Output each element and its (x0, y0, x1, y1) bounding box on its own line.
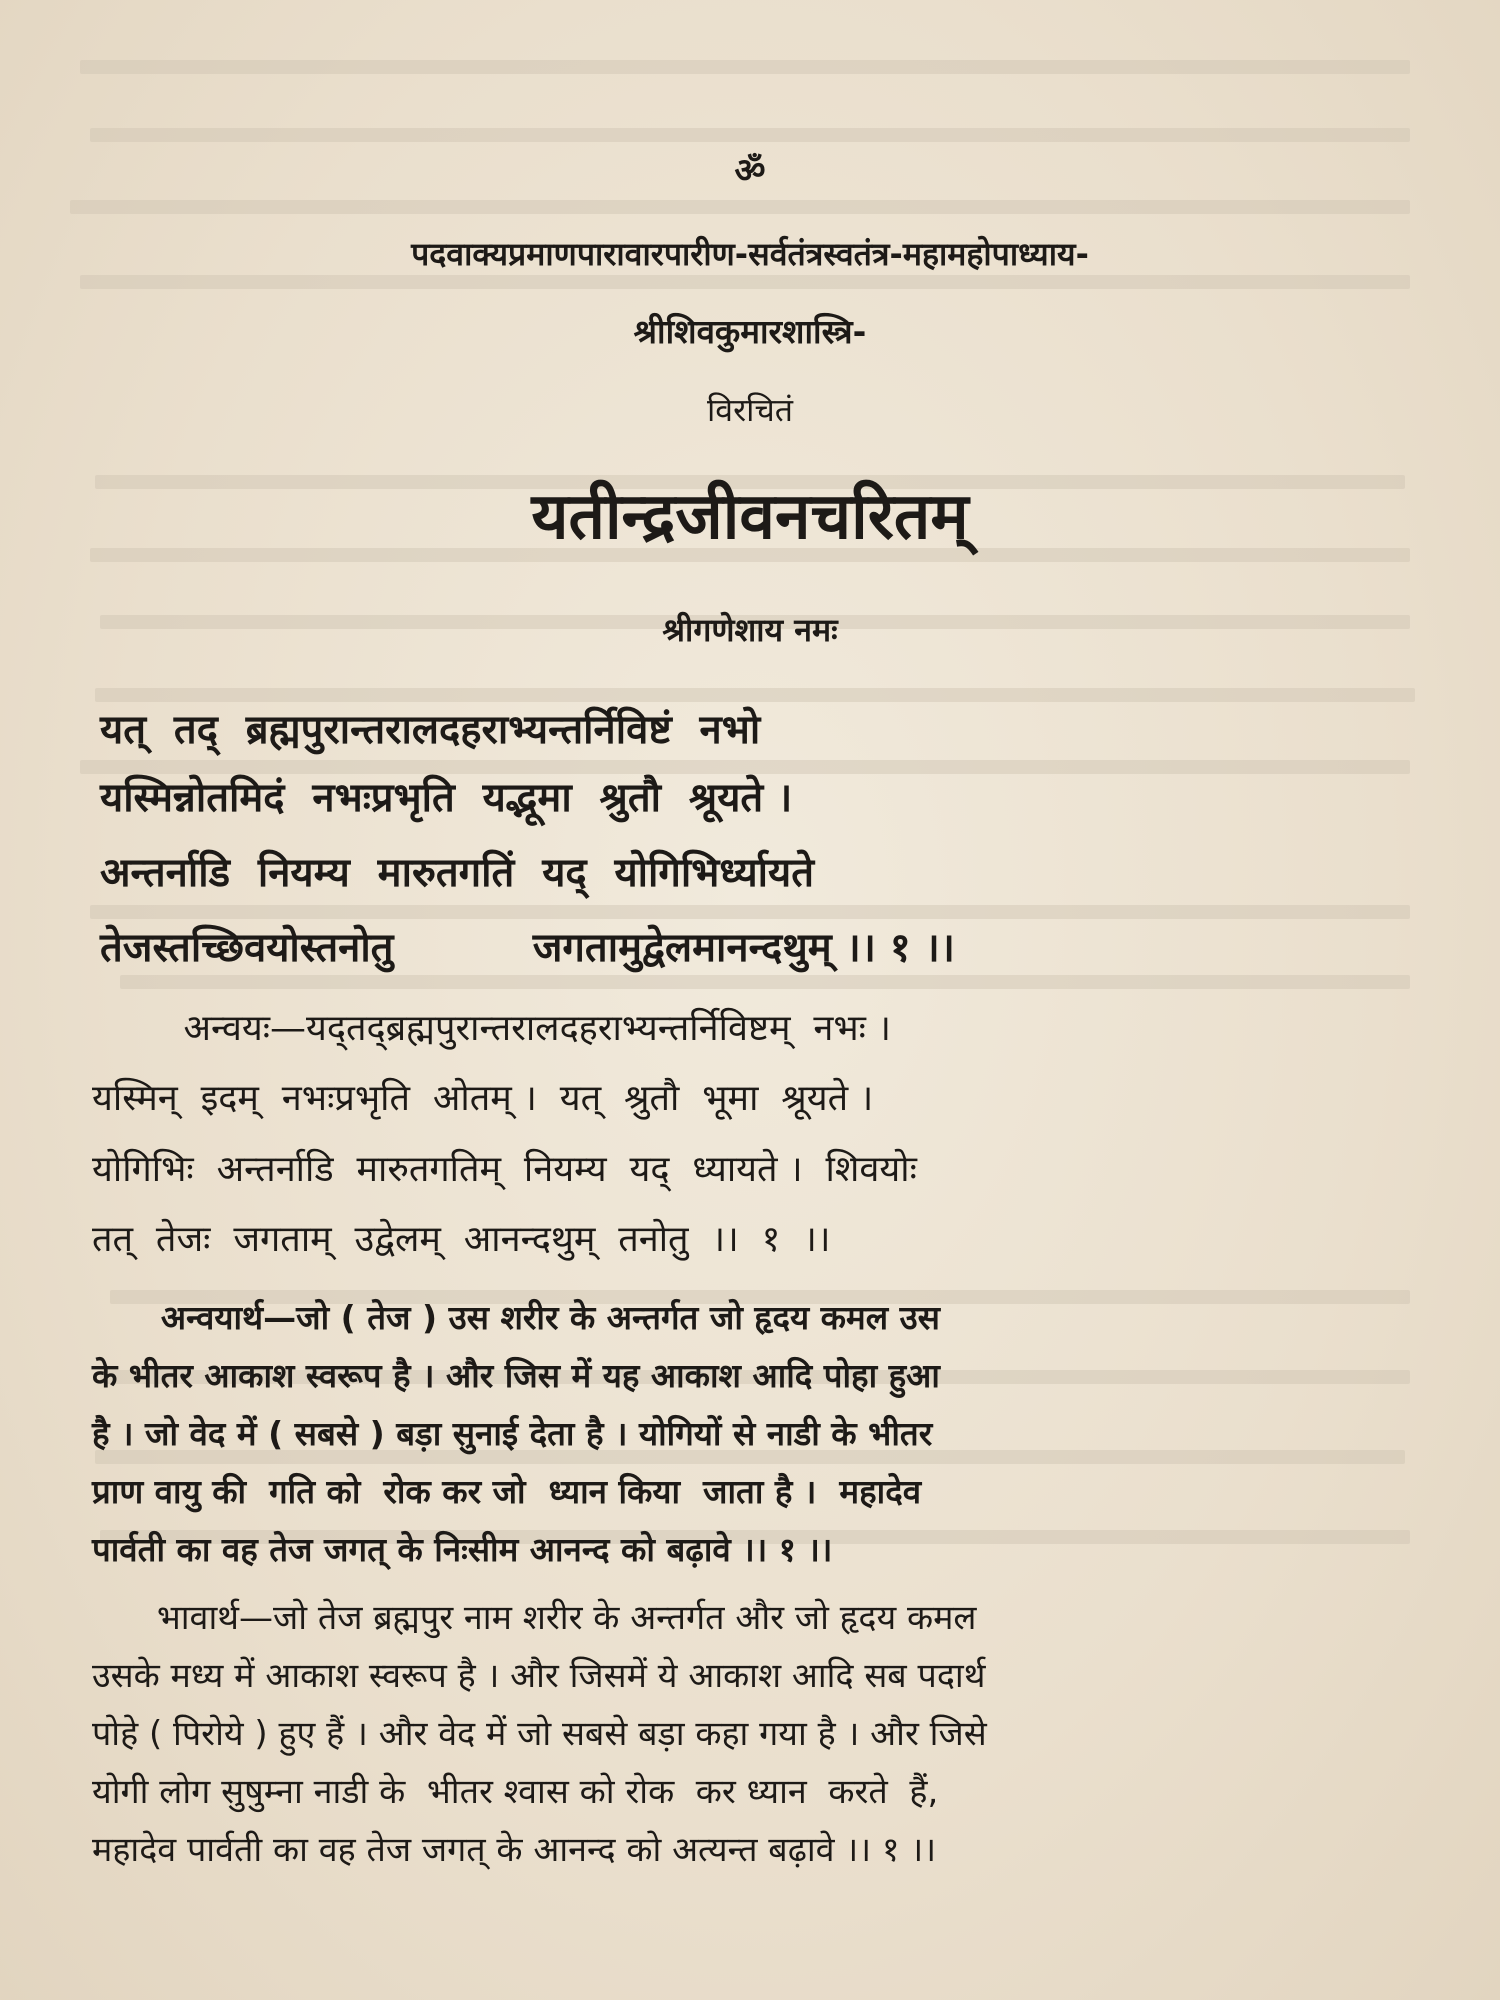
verse-line: अन्तर्नाडि नियम्य मारुतगतिं यद् योगिभिर्ध्यायते (100, 850, 815, 896)
bhavartha-line: पोहे ( पिरोये ) हुए हैं । और वेद में जो सबसे बड़ा कहा गया है । और जिसे (92, 1714, 987, 1754)
book-title: यतीन्द्रजीवनचरितम् (531, 480, 969, 554)
bhavartha-line: योगी लोग सुषुम्ना नाडी के भीतर श्वास को रोक कर ध्यान करते हैं, (92, 1772, 939, 1812)
verse-line: तेजस्तच्छिवयोस्तनोतु जगतामुद्वेलमानन्दथुम् ।। १ ।। (100, 925, 955, 971)
invocation: श्रीगणेशाय नमः (662, 611, 838, 649)
anvaya-line: योगिभिः अन्तर्नाडि मारुतगतिम् नियम्य यद् ध्यायते । शिवयोः (92, 1149, 917, 1190)
anvaya-line: यस्मिन् इदम् नभःप्रभृति ओतम् । यत् श्रुतौ भूमा श्रूयते । (92, 1078, 874, 1119)
anvaya-line: अन्वयः—यद्तद्ब्रह्मपुरान्तरालदहराभ्यन्तर्निविष्टम् नभः । (92, 1008, 892, 1049)
om-symbol: ॐ (734, 151, 766, 191)
anvayartha-line: के भीतर आकाश स्वरूप है । और जिस में यह आकाश आदि पोहा हुआ (92, 1356, 940, 1395)
bhavartha-line: भावार्थ—जो तेज ब्रह्मपुर नाम शरीर के अन्तर्गत और जो हृदय कमल (92, 1598, 977, 1638)
author-epithet: पदवाक्यप्रमाणपारावारपारीण-सर्वतंत्रस्वतंत्र-महामहोपाध्याय- (411, 235, 1089, 273)
anvayartha-line: है । जो वेद में ( सबसे ) बड़ा सुनाई देता है । योगियों से नाडी के भीतर (92, 1414, 933, 1453)
bhavartha-line: उसके मध्य में आकाश स्वरूप है । और जिसमें ये आकाश आदि सब पदार्थ (92, 1656, 986, 1696)
verse-line: यत् तद् ब्रह्मपुरान्तरालदहराभ्यन्तर्निविष्टं नभो (100, 707, 761, 753)
bhavartha-line: महादेव पार्वती का वह तेज जगत् के आनन्द को अत्यन्त बढ़ावे ।। १ ।। (92, 1830, 937, 1870)
anvaya-line: तत् तेजः जगताम् उद्वेलम् आनन्दथुम् तनोतु ।। १ ।। (92, 1219, 831, 1260)
author-name: श्रीशिवकुमारशास्त्रि- (633, 312, 867, 351)
composed-by: विरचितं (706, 391, 794, 429)
anvayartha-line: पार्वती का वह तेज जगत् के निःसीम आनन्द को बढ़ावे ।। १ ।। (92, 1530, 833, 1569)
verse-line: यस्मिन्नोतमिदं नभःप्रभृति यद्भूमा श्रुतौ श्रूयते । (100, 775, 793, 821)
anvayartha-line: प्राण वायु की गति को रोक कर जो ध्यान किया जाता है । महादेव (92, 1472, 922, 1511)
anvayartha-line: अन्वयार्थ—जो ( तेज ) उस शरीर के अन्तर्गत जो हृदय कमल उस (92, 1298, 940, 1337)
